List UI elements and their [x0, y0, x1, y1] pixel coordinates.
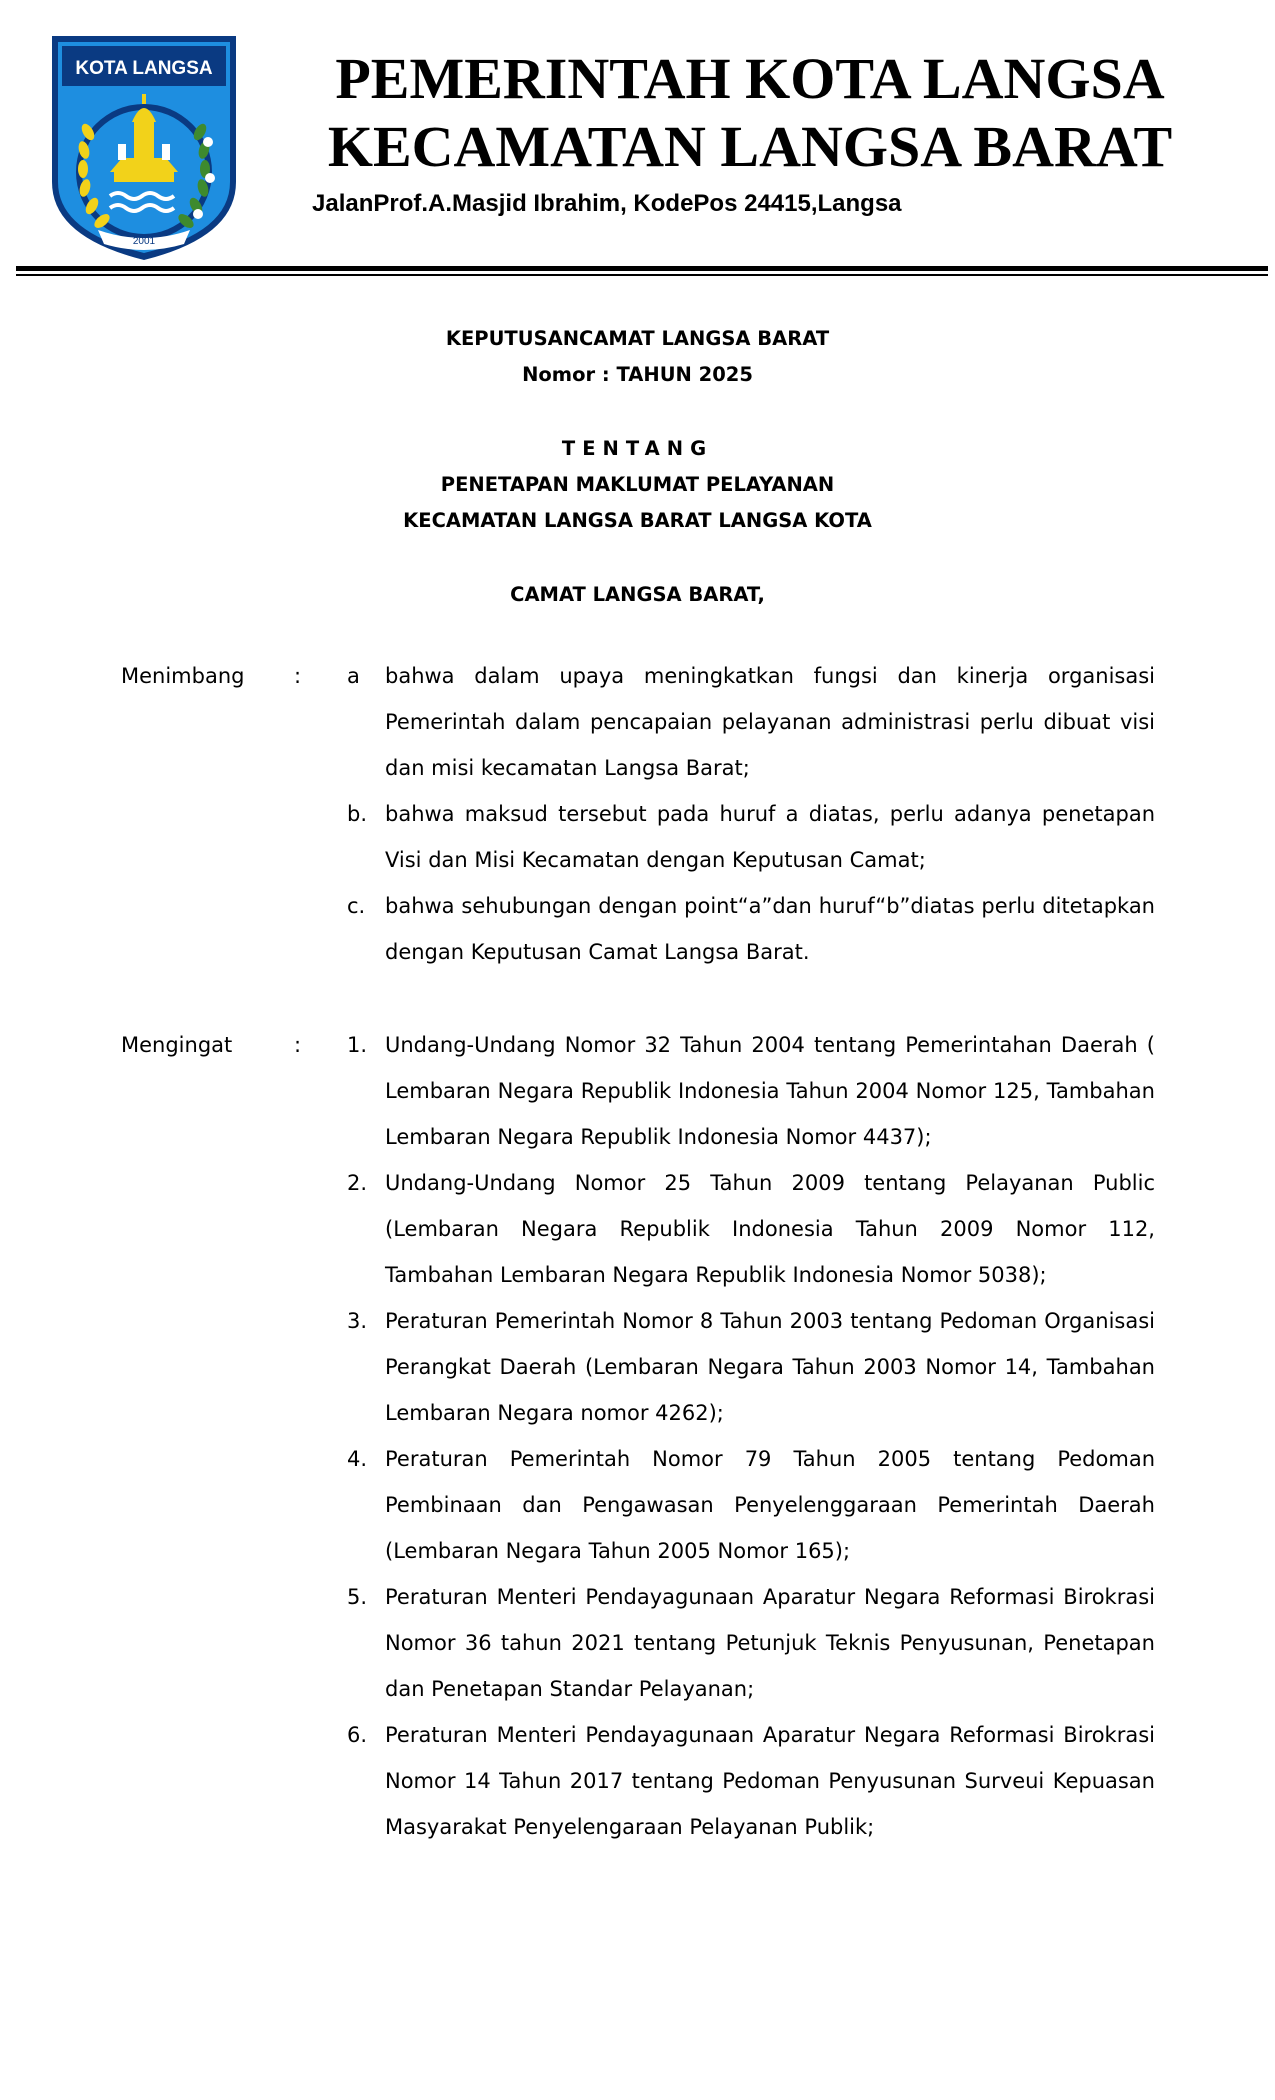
list-item [335, 1298, 1155, 1436]
considerations-list [335, 653, 1155, 975]
list-item [335, 883, 1155, 975]
svg-text:2001: 2001 [132, 236, 156, 247]
list-item-text: Peraturan Pemerintah Nomor 79 Tahun 2005 tentang Pedoman Pembinaan dan Pengawasan Penyelenggaraan Pemerintah Daerah (Lembaran Negara Tahun 2005 Nomor 165); [385, 1447, 1155, 1563]
list-item-marker: a [347, 664, 360, 688]
letterhead-title-government: PEMERINTAH KOTA LANGSA [335, 46, 1165, 111]
decree-subject-line2: KECAMATAN LANGSA BARAT LANGSA KOTA [403, 509, 872, 532]
list-item [335, 1436, 1155, 1574]
section-label: Mengingat [121, 1033, 233, 1057]
list-item-text: bahwa sehubungan dengan point“a”dan huruf“b”diatas perlu ditetapkan dengan Keputusan Camat Langsa Barat. [385, 894, 1155, 964]
list-item [335, 1712, 1155, 1850]
section-colon: : [294, 664, 302, 688]
list-item-text: bahwa dalam upaya meningkatkan fungsi dan kinerja organisasi Pemerintah dalam pencapaian pelayanan administrasi perlu dibuat visi dan misi kecamatan Langsa Barat; [385, 664, 1155, 780]
list-item [335, 1574, 1155, 1712]
list-item-marker: 2. [347, 1171, 368, 1195]
list-item-marker: c. [347, 894, 366, 918]
list-item-text: Undang-Undang Nomor 25 Tahun 2009 tentang Pelayanan Public (Lembaran Negara Republik Indonesia Tahun 2009 Nomor 112, Tambahan Lembaran Negara Republik Indonesia Nomor 5038); [385, 1171, 1155, 1287]
list-item-marker: 6. [347, 1723, 368, 1747]
list-item-marker: 1. [347, 1033, 368, 1057]
list-item [335, 1160, 1155, 1298]
list-item-marker: 3. [347, 1309, 368, 1333]
list-item [335, 791, 1155, 883]
list-item-text: Peraturan Menteri Pendayagunaan Aparatur Negara Reformasi Birokrasi Nomor 14 Tahun 2017 tentang Pedoman Penyusunan Surveui Kepuasan Masyarakat Penyelengaraan Pelayanan Publik; [385, 1723, 1155, 1839]
list-item-text: Peraturan Menteri Pendayagunaan Aparatur Negara Reformasi Birokrasi Nomor 36 tahun 2021 tentang Petunjuk Teknis Penyusunan, Penetapan dan Penetapan Standar Pelayanan; [385, 1585, 1155, 1701]
list-item-marker: 5. [347, 1585, 368, 1609]
letterhead-address: JalanProf.A.Masjid Ibrahim, KodePos 24415,Langsa [312, 190, 902, 217]
letterhead-title-district: KECAMATAN LANGSA BARAT [327, 114, 1173, 179]
kota-langsa-emblem-icon [48, 32, 240, 264]
section-colon: : [294, 1033, 302, 1057]
legal-basis-list [335, 1022, 1155, 1850]
letterhead-divider-thin [16, 274, 1268, 276]
list-item-text: Undang-Undang Nomor 32 Tahun 2004 tentang Pemerintahan Daerah ( Lembaran Negara Republik Indonesia Tahun 2004 Nomor 125, Tambahan Lembaran Negara Republik Indonesia Nomor 4437); [385, 1033, 1155, 1149]
decree-issuer: CAMAT LANGSA BARAT, [510, 583, 765, 606]
decree-number: Nomor : TAHUN 2025 [522, 363, 753, 386]
list-item-text: Peraturan Pemerintah Nomor 8 Tahun 2003 tentang Pedoman Organisasi Perangkat Daerah (Lembaran Negara Tahun 2003 Nomor 14, Tambahan Lembaran Negara nomor 4262); [385, 1309, 1155, 1425]
section-label: Menimbang [121, 664, 245, 688]
list-item-marker: b. [347, 802, 368, 826]
svg-text:KOTA LANGSA: KOTA LANGSA [75, 58, 213, 79]
letterhead [0, 0, 1275, 280]
decree-about-label: TENTANG [561, 437, 714, 460]
list-item-text: bahwa maksud tersebut pada huruf a diatas, perlu adanya penetapan Visi dan Misi Kecamatan dengan Keputusan Camat; [385, 802, 1155, 872]
list-item [335, 1022, 1155, 1160]
decree-title: KEPUTUSANCAMAT LANGSA BARAT [445, 327, 830, 350]
list-item [335, 653, 1155, 791]
decree-subject-line1: PENETAPAN MAKLUMAT PELAYANAN [440, 473, 835, 496]
letterhead-divider-thick [16, 266, 1268, 271]
list-item-marker: 4. [347, 1447, 368, 1471]
